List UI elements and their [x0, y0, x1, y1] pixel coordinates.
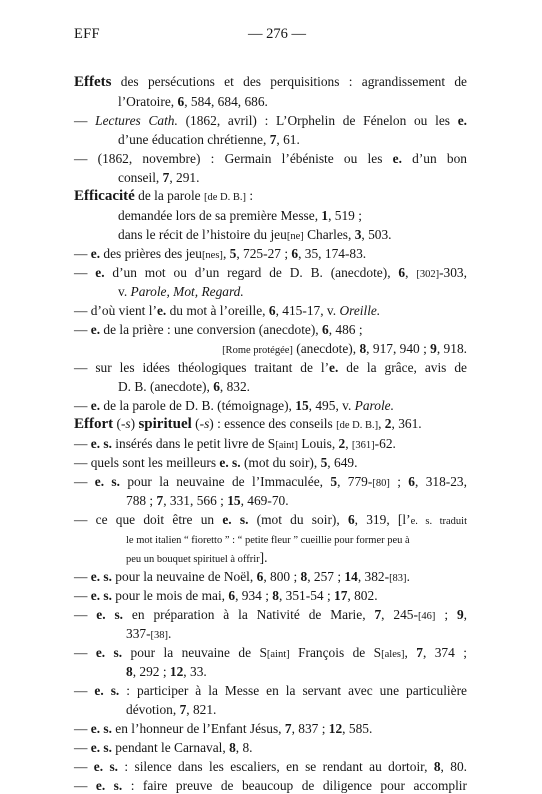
line-text: — [74, 759, 94, 774]
line-text: [ales] [381, 649, 405, 660]
line-text: , [405, 265, 417, 280]
line-text: ( [191, 416, 200, 431]
line-text: . [406, 569, 410, 584]
index-line [74, 759, 467, 775]
bold-ref: 5 [229, 246, 237, 261]
bold-ref: e. [156, 303, 167, 318]
line-text: conseil, [118, 170, 163, 185]
line-text: — ce que doit être un [74, 512, 223, 527]
index-line [126, 664, 207, 680]
line-text: [de D. B.] [203, 192, 246, 203]
bold-ref: 2 [384, 416, 392, 431]
index-line [118, 284, 244, 300]
index-line [126, 493, 289, 509]
index-line [74, 740, 253, 756]
index-line [74, 455, 357, 471]
line-text: — [74, 683, 95, 698]
bold-ref: 6 [408, 474, 415, 489]
bold-ref: 7 [284, 721, 292, 736]
bold-ref: 3 [354, 227, 362, 242]
bold-ref: e. [457, 113, 467, 128]
line-text: ) : essence des conseils [209, 416, 337, 431]
index-line [74, 512, 467, 530]
bold-ref: 17 [334, 588, 348, 603]
line-text: , 585. [342, 721, 373, 736]
index-line [74, 569, 410, 587]
index-line [74, 360, 467, 376]
line-text: — [74, 265, 96, 280]
index-line [222, 341, 467, 359]
bold-ref: 9 [456, 607, 464, 622]
line-text: de la prière : une conversion (anecdote), [100, 322, 323, 337]
bold-ref: 8 [272, 588, 279, 603]
line-text: — [74, 569, 91, 584]
line-text: e. s. [410, 516, 433, 527]
line-text: , 486 ; [328, 322, 363, 337]
line-text: [aint] [266, 649, 290, 660]
bold-ref: 6 [256, 569, 264, 584]
line-text: , 361. [391, 416, 422, 431]
bold-ref: e. [90, 322, 101, 337]
line-text: , 469-70. [240, 493, 289, 508]
index-line [74, 246, 366, 264]
bold-ref: 8 [229, 740, 236, 755]
bold-ref: e. [392, 151, 402, 166]
index-line [126, 626, 171, 644]
line-text: ; [435, 607, 457, 622]
index-line [118, 170, 199, 186]
line-text: — [74, 721, 91, 736]
line-text: , 35, 174-83. [298, 246, 367, 261]
bold-ref: 5 [330, 474, 338, 489]
line-text: — [74, 322, 91, 337]
bold-ref: 7 [269, 132, 277, 147]
line-text: : participer à la Messe en la servant avec une particulière [119, 683, 467, 698]
line-text: , 495, v. [308, 398, 355, 413]
line-text: , 292 ; [132, 664, 170, 679]
line-text: , [404, 645, 417, 660]
line-text: dévotion, [126, 702, 180, 717]
line-text: — [74, 246, 91, 261]
line-text: des persécutions et des perquisitions : agrandissement de [111, 74, 467, 89]
bold-ref: 8 [126, 664, 133, 679]
bold-ref: 6 [398, 265, 406, 280]
bold-ref: e. [90, 246, 101, 261]
bold-ref: e. [95, 265, 105, 280]
index-line [74, 721, 372, 737]
bold-ref: e. [90, 398, 101, 413]
line-text: — [74, 113, 96, 128]
index-line [74, 151, 467, 167]
line-text: en l’honneur de l’Enfant Jésus, [111, 721, 285, 736]
line-text: , [463, 607, 467, 622]
line-text: , 934 ; [235, 588, 273, 603]
index-line [126, 550, 267, 568]
index-line [74, 113, 467, 129]
bold-ref: e. s. [95, 645, 123, 660]
index-line [74, 683, 467, 699]
line-text: traduit [432, 516, 468, 527]
bold-ref: Effort [74, 416, 114, 432]
line-text: dans le récit de l’histoire du jeu [118, 227, 287, 242]
bold-ref: e. s. [90, 721, 112, 736]
line-text: pour la neuvaine de l’Immaculée, [119, 474, 331, 489]
bold-ref: 14 [344, 569, 358, 584]
line-text: , 918. [436, 341, 467, 356]
bold-ref: 6 [213, 379, 220, 394]
line-text: 788 ; [126, 493, 157, 508]
line-text: [aint] [275, 440, 298, 451]
bold-ref: 6 [228, 588, 236, 603]
line-text: de la grâce, avis de [338, 360, 467, 375]
bold-ref: Efficacité [74, 188, 135, 204]
line-text: (mot du soir), [240, 455, 321, 470]
bold-ref: e. s. [219, 455, 241, 470]
line-text: ; [389, 474, 409, 489]
line-text: , 649. [327, 455, 358, 470]
line-text: , 8. [235, 740, 253, 755]
index-line [74, 398, 394, 414]
line-text: , 519 ; [328, 208, 362, 223]
index-line [126, 531, 410, 549]
index-line [74, 645, 467, 663]
line-text: 337- [126, 626, 151, 641]
line-text: , 319, [l’ [354, 512, 411, 527]
line-text: , 837 ; [291, 721, 329, 736]
line-text: — [74, 474, 95, 489]
line-text: Louis, [297, 436, 339, 451]
index-line [74, 474, 467, 492]
line-text: . [168, 626, 172, 641]
bold-ref: 15 [227, 493, 241, 508]
italic-text: Lectures Cath. [95, 113, 178, 128]
bold-ref: 7 [179, 702, 187, 717]
index-line [74, 588, 378, 604]
italic-text: -s [120, 416, 131, 431]
italic-text: Parole. [354, 398, 394, 413]
line-text: , 80. [440, 759, 467, 774]
page-number: — 276 — [248, 26, 306, 42]
bold-ref: e. s. [95, 778, 123, 793]
line-text: l’Oratoire, [118, 94, 178, 109]
line-text: insérés dans le petit livre de S [111, 436, 276, 451]
line-text: — [74, 398, 91, 413]
line-text: d’une éducation chrétienne, [118, 132, 270, 147]
bold-ref: 1 [321, 208, 329, 223]
index-line [74, 188, 253, 206]
bold-ref: Effets [74, 74, 112, 90]
line-text: — quels sont les meilleurs [74, 455, 220, 470]
line-text: — [74, 778, 96, 793]
italic-text: -s [199, 416, 210, 431]
line-text: ) [130, 416, 139, 431]
index-line [74, 778, 467, 794]
line-text: — [74, 607, 97, 622]
line-text: d’un bon [401, 151, 467, 166]
index-line [126, 702, 216, 718]
line-text: v. [118, 284, 131, 299]
index-line [74, 416, 422, 434]
line-text: : silence dans les escaliers, en se rendant au dortoir, [118, 759, 434, 774]
line-text: , 382- [357, 569, 390, 584]
bold-ref: 7 [162, 170, 170, 185]
bold-ref: 9 [430, 341, 437, 356]
line-text: [46] [417, 611, 436, 622]
italic-text: Oreille. [339, 303, 381, 318]
bold-ref: e. [329, 360, 339, 375]
bold-ref: e. s. [90, 740, 112, 755]
bold-ref: 7 [416, 645, 423, 660]
line-text: , 779- [337, 474, 373, 489]
line-text: , 415-17, v. [275, 303, 340, 318]
line-text: — [74, 588, 91, 603]
line-text: (mot du soir), [248, 512, 348, 527]
bold-ref: e. s. [90, 588, 112, 603]
line-text: , 503. [361, 227, 392, 242]
italic-text: Parole, Mot, Regard. [130, 284, 244, 299]
line-text: [Rome protégée] [222, 345, 293, 356]
line-text: le mot italien “ fioretto ” : “ petite fleur ” cueillie pour former peu à [126, 535, 410, 546]
line-text: , 33. [183, 664, 207, 679]
index-line [74, 265, 467, 283]
line-text: [38] [150, 630, 169, 641]
bold-ref: 8 [433, 759, 441, 774]
line-text: , 832. [219, 379, 251, 394]
line-text: : [245, 188, 254, 203]
line-text: pendant le Carnaval, [111, 740, 230, 755]
bold-ref: 6 [177, 94, 185, 109]
bold-ref: e. s. [94, 474, 120, 489]
line-text: — d’où vient l’ [74, 303, 157, 318]
line-text: , 291. [169, 170, 200, 185]
line-text: — [74, 645, 96, 660]
line-text: — [74, 740, 91, 755]
line-text: -303, [439, 265, 467, 280]
line-text: — (1862, novembre) : Germain l’ébéniste ou les [74, 151, 393, 166]
line-text: demandée lors de sa première Messe, [118, 208, 322, 223]
index-line [74, 607, 467, 625]
line-text: de la parole de D. B. (témoignage), [100, 398, 296, 413]
bold-ref: 6 [347, 512, 355, 527]
line-text: ]. [259, 550, 268, 565]
line-text: , 584, 684, 686. [184, 94, 268, 109]
bold-ref: e. s. [93, 759, 119, 774]
line-text: , 331, 566 ; [163, 493, 228, 508]
line-text: , [378, 416, 385, 431]
bold-ref: 6 [268, 303, 276, 318]
index-line [118, 94, 268, 110]
line-text: [de D. B.] [336, 420, 379, 431]
line-text: [83] [389, 573, 407, 584]
line-text: François de S [289, 645, 382, 660]
index-line [118, 132, 300, 148]
bold-ref: 8 [300, 569, 308, 584]
index-line [74, 322, 363, 338]
line-text: : faire preuve de beaucoup de diligence pour accomplir [122, 778, 467, 793]
line-text: [nes] [201, 250, 223, 261]
line-text: , [345, 436, 352, 451]
bold-ref: 6 [322, 322, 329, 337]
bold-ref: 5 [320, 455, 328, 470]
line-text: en préparation à la Nativité de Marie, [123, 607, 375, 622]
bold-ref: 7 [156, 493, 164, 508]
line-text: D. B. (anecdote), [118, 379, 214, 394]
index-line [118, 379, 250, 395]
bold-ref: 7 [374, 607, 382, 622]
line-text: , 725-27 ; [236, 246, 292, 261]
line-text: , 802. [347, 588, 378, 603]
line-text: de la parole [134, 188, 204, 203]
line-text: , 318-23, [414, 474, 467, 489]
line-text: , 917, 940 ; [366, 341, 431, 356]
line-text: , 61. [276, 132, 300, 147]
line-text: pour le mois de mai, [111, 588, 229, 603]
bold-ref: e. s. [94, 683, 120, 698]
line-text: , 351-54 ; [278, 588, 335, 603]
bold-ref: 8 [359, 341, 367, 356]
line-text: , 821. [186, 702, 217, 717]
line-text: , 800 ; [263, 569, 301, 584]
line-text: (anecdote), [292, 341, 360, 356]
bold-ref: 6 [291, 246, 299, 261]
bold-ref: 12 [169, 664, 184, 679]
line-text: [361] [351, 440, 375, 451]
line-text: — [74, 436, 91, 451]
line-text: du mot à l’oreille, [166, 303, 269, 318]
index-line [74, 436, 396, 454]
bold-ref: 12 [328, 721, 343, 736]
line-text: [80] [372, 478, 390, 489]
line-text: [302] [416, 269, 440, 280]
line-text: , [222, 246, 230, 261]
index-line [118, 227, 392, 245]
line-text: Charles, [303, 227, 355, 242]
line-text: , 245- [381, 607, 418, 622]
line-text: des prières des jeu [100, 246, 202, 261]
bold-ref: e. s. [96, 607, 124, 622]
line-text: — sur les idées théologiques traitant de l’ [74, 360, 330, 375]
line-text: pour la neuvaine de Noël, [111, 569, 257, 584]
line-text: , 374 ; [422, 645, 467, 660]
index-line [74, 303, 380, 319]
line-text: -62. [374, 436, 396, 451]
bold-ref: e. s. [222, 512, 249, 527]
line-text: , 257 ; [307, 569, 345, 584]
index-line [74, 74, 467, 90]
line-text: [ne] [286, 231, 304, 242]
line-text: peu un bouquet spirituel à offrir [126, 554, 260, 565]
bold-ref: e. s. [90, 569, 112, 584]
line-text: ( [113, 416, 121, 431]
line-text: pour la neuvaine de S [122, 645, 267, 660]
bold-ref: 15 [295, 398, 309, 413]
index-line [118, 208, 362, 224]
line-text: (1862, avril) : L’Orphelin de Fénelon ou les [177, 113, 458, 128]
bold-ref: 2 [338, 436, 346, 451]
line-text: d’un mot ou d’un regard de D. B. (anecdote), [104, 265, 399, 280]
bold-ref: e. s. [90, 436, 112, 451]
bold-ref: spirituel [138, 416, 192, 432]
running-head-section: EFF [74, 26, 100, 42]
